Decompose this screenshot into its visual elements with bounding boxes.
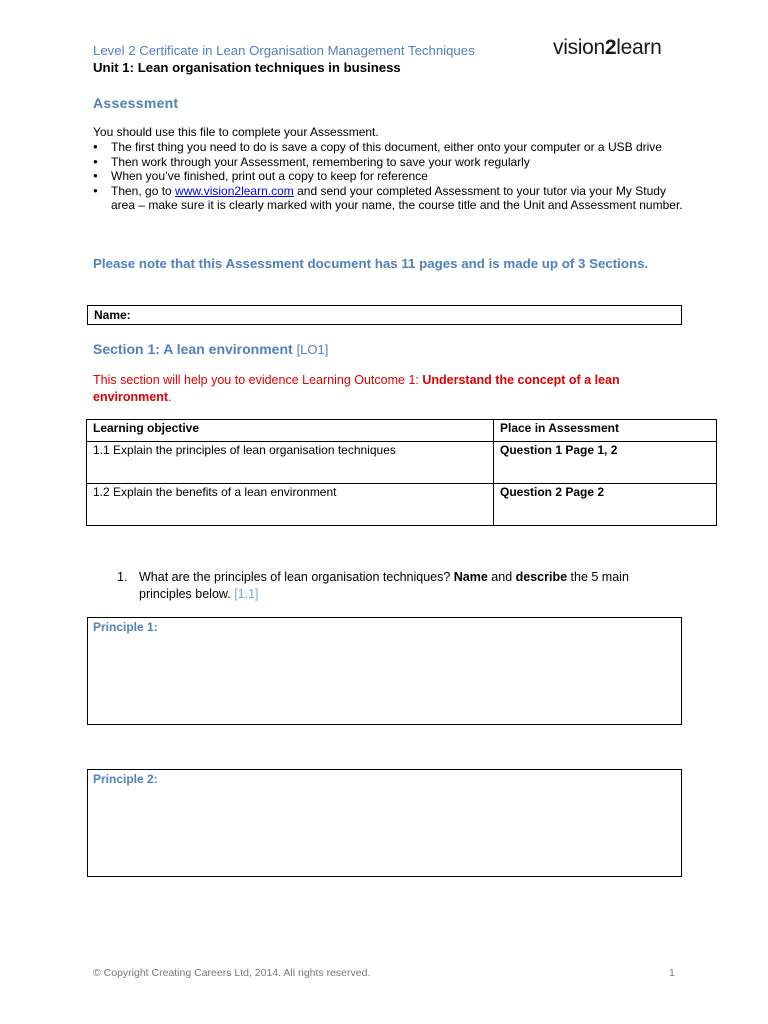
place-cell: Question 2 Page 2 [494, 484, 717, 526]
instruction-text: Then, go to [111, 183, 176, 198]
table-header-row [87, 420, 717, 442]
instruction-item [93, 184, 683, 213]
footer-copyright: © Copyright Creating Careers Ltd, 2014. All rights reserved. [93, 967, 371, 979]
instruction-text: and send your completed Assessment to your tutor via your My Study area – make sure it is clearly marked with your name, the course title and the Unit and Assessment number. [111, 183, 683, 213]
section-lo-ref: [LO1] [296, 342, 329, 357]
question-text-part: What are the principles of lean organisation techniques? [139, 570, 454, 584]
logo-text-strong: 2 [604, 36, 617, 59]
instruction-item: ● When you’ve finished, print out a copy to keep for reference [93, 169, 683, 184]
col-header-place-in-assessment: Place in Assessment [494, 420, 717, 442]
question-keyword-name: Name [453, 570, 488, 584]
principle-2-answer-box[interactable] [87, 769, 682, 877]
principle-2-label: Principle 2: [93, 772, 158, 786]
col-header-learning-objective: Learning objective [87, 420, 494, 442]
objective-cell: 1.1 Explain the principles of lean organisation techniques [87, 442, 494, 484]
logo-text-post: learn [616, 36, 662, 59]
learning-objectives-table [86, 419, 717, 526]
instruction-item: ● Then work through your Assessment, remembering to save your work regularly [93, 155, 683, 170]
name-label: Name: [94, 308, 131, 322]
principle-1-answer-box[interactable] [87, 617, 682, 725]
question-number: 1. [117, 570, 128, 584]
vision2learn-link[interactable]: www.vision2learn.com [175, 183, 294, 198]
name-field[interactable] [87, 305, 682, 325]
page-count-note: Please note that this Assessment document has 11 pages and is made up of 3 Sections. [93, 256, 649, 271]
question-text-part: and [487, 570, 516, 584]
section-1-description [93, 372, 683, 405]
course-title: Level 2 Certificate in Lean Organisation Management Techniques [93, 43, 475, 58]
learning-outcome-text: Understand the concept of a lean environment [93, 373, 620, 404]
unit-title: Unit 1: Lean organisation techniques in business [93, 60, 401, 75]
footer-page-number: 1 [669, 967, 675, 979]
vision2learn-logo [553, 36, 661, 60]
instruction-item: ● The first thing you need to do is save a copy of this document, either onto your computer or a USB drive [93, 140, 683, 155]
place-cell: Question 1 Page 1, 2 [494, 442, 717, 484]
section-1-title [93, 341, 328, 357]
table-row [87, 484, 717, 526]
assessment-intro: You should use this file to complete your Assessment. [93, 125, 379, 139]
question-keyword-describe: describe [515, 570, 568, 584]
principle-1-label: Principle 1: [93, 620, 158, 634]
question-text [117, 569, 677, 603]
question-text-part: the 5 main principles below. [139, 570, 629, 601]
logo-text-pre: vision [553, 36, 605, 59]
instructions-list [93, 140, 683, 213]
objective-cell: 1.2 Explain the benefits of a lean environment [87, 484, 494, 526]
assessment-heading: Assessment [93, 95, 179, 111]
section-title-text: Section 1: A lean environment [93, 341, 293, 357]
question-ref: [1.1] [234, 587, 259, 601]
table-row [87, 442, 717, 484]
question-1 [117, 569, 677, 603]
section-desc-end: . [168, 389, 172, 404]
section-desc-text: This section will help you to evidence Learning Outcome 1: [93, 373, 423, 387]
